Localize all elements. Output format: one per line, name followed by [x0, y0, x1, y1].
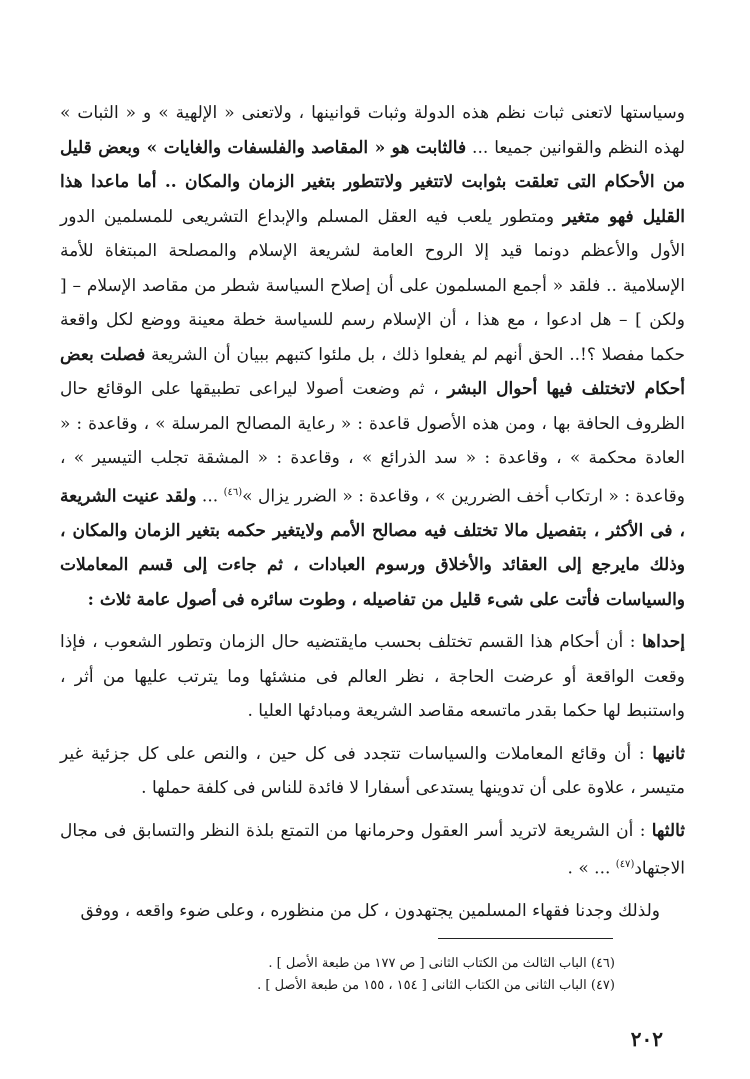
page-number: ٢٠٢ [630, 1027, 663, 1051]
item-tail: ... » . [567, 858, 616, 879]
paragraph-3 [60, 737, 685, 806]
bold-run: فالثابت هو « المقاصد والفلسفات والغايات » وبعض قليل من الأحكام التى تعلقت بثوابت لاتتغير ولاتتطور بتغير الزمان والمكان .. أما ماعدا هذا القليل فهو متغير [60, 137, 685, 227]
text-run: ... [196, 486, 224, 507]
item-label: ثانيها [652, 743, 685, 764]
item-label: ثالثها [651, 820, 685, 841]
paragraph-4 [60, 814, 685, 887]
paragraph-5 [60, 894, 685, 929]
text-run: وسياستها لاتعنى ثبات نظم هذه الدولة وثبات قوانينها ، ولاتعنى « الإلهية » و « الثبات » لهذه النظم والقوانين جميعا ... [60, 103, 685, 158]
footnote-ref: (٤٧) [615, 859, 635, 871]
footnote: (٤٧) الباب الثانى من الكتاب الثانى [ ١٥٤ ، ١٥٥ من طبعة الأصل ] . [257, 978, 615, 993]
bold-run: ولقد عنيت الشريعة ، فى الأكثر ، بتفصيل مالا تختلف فيه مصالح الأمم ولايتغير حكمه بتغير الزمان والمكان ، وذلك مايرجع إلى العقائد والأخلاق ورسوم العبادات ، ثم جاءت إلى قسم المعاملات والسياسات فأتت على شىء قليل من تفاصيله ، وطوت سائره فى أصول عامة ثلاث [60, 486, 685, 610]
page-body [60, 96, 685, 929]
text-run: ومتطور يلعب فيه العقل المسلم والإبداع التشريعى للمسلمين الدور الأول والأعظم دونما قيد إلا الروح العامة لشريعة الإسلام والمصلحة المبتغاة للأمة الإسلامية .. فلقد « أجمع المسلمون على أن إصلاح السياسة شطر من مقاصد الإسلام – [ ولكن ] – هل ادعوا ، مع هذا ، أن الإسلام رسم للسياسة خطة معينة ووضع لكل واقعة حكما مفصلا ؟!.. الحق أنهم لم يفعلوا ذلك ، بل ملئوا كتبهم ببيان أن الشريعة [60, 206, 685, 365]
bold-run: : [87, 589, 100, 610]
item-text: ولذلك وجدنا فقهاء المسلمين يجتهدون ، كل من منظوره ، وعلى ضوء واقعه ، ووفق [80, 901, 660, 922]
paragraph-1 [60, 96, 685, 617]
footnote-ref: (٤٦) [223, 486, 243, 498]
item-text: : أن وقائع المعاملات والسياسات تتجدد فى كل حين ، والنص على كل جزئية غير متيسر ، علاوة على أن تدوينها يستدعى أسفارا لا فائدة للناس فى كلفة حملها . [60, 743, 685, 799]
footnote-divider [438, 938, 613, 939]
text-run: ، ثم وضعت أصولا ليراعى تطبيقها على الوقائع حال الظروف الحافة بها ، ومن هذه الأصول قاعدة : « رعاية المصالح المرسلة » ، وقاعدة : « العادة محكمة » ، وقاعدة : « سد الذرائع » ، وقاعدة : « المشقة تجلب التيسير » ، وقاعدة : « ارتكاب أخف الضررين » ، وقاعدة : « الضرر يزال » [60, 379, 685, 507]
footnote: (٤٦) الباب الثالث من الكتاب الثانى [ ص ١٧٧ من طبعة الأصل ] . [268, 956, 615, 971]
bold-run: فصلت بعض أحكام لاتختلف فيها أحوال البشر [60, 344, 685, 399]
paragraph-2 [60, 625, 685, 729]
item-text: : أن أحكام هذا القسم تختلف بحسب مايقتضيه حال الزمان وتطور الشعوب ، فإذا وقعت الواقعة أو عرضت الحاجة ، نظر العالم فى منشئها وما يترتب عليها من أثر ، واستنبط لها حكما بقدر ماتسعه مقاصد الشريعة ومبادئها العليا . [60, 632, 685, 722]
item-text: : أن الشريعة لاتريد أسر العقول وحرمانها من التمتع بلذة النظر والتسابق فى مجال الاجتهاد [60, 820, 685, 879]
footnotes [115, 953, 615, 997]
item-label: إحداها [641, 632, 685, 653]
